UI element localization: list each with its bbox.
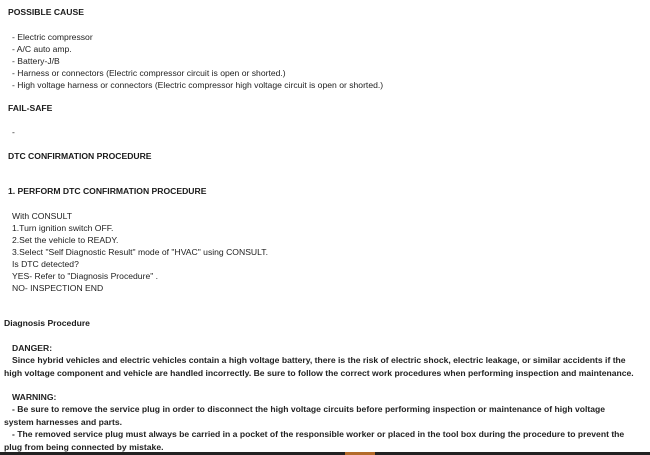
dtc-confirmation-heading: DTC CONFIRMATION PROCEDURE [8, 151, 152, 161]
possible-cause-item: - A/C auto amp. [12, 44, 72, 54]
dtc-step-heading: 1. PERFORM DTC CONFIRMATION PROCEDURE [8, 186, 207, 196]
fail-safe-value: - [12, 127, 15, 137]
dtc-step-line: 2.Set the vehicle to READY. [12, 235, 119, 245]
warning-item: - The removed service plug must always be carried in a pocket of the responsible worker or placed in the tool box during the procedure to prevent the plug from being connected by mistake. [4, 429, 625, 452]
possible-cause-item: - Electric compressor [12, 32, 93, 42]
dtc-step-line: 3.Select "Self Diagnostic Result" mode of "HVAC" using CONSULT. [12, 247, 268, 257]
danger-text: Since hybrid vehicles and electric vehicles contain a high voltage battery, there is the risk of electric shock, electric leakage, or similar accidents if the high voltage component and vehicle are handled incorrectly. Be sure to follow the correct work procedures when performing inspection and maintenance. [4, 355, 634, 378]
diagnosis-heading: Diagnosis Procedure [4, 318, 90, 328]
possible-cause-heading: POSSIBLE CAUSE [8, 7, 84, 17]
dtc-step-line: Is DTC detected? [12, 259, 79, 269]
warning-item: - Be sure to remove the service plug in order to disconnect the high voltage circuits before performing inspection or maintenance of high voltage system harnesses and parts. [4, 404, 606, 427]
possible-cause-item: - Battery-J/B [12, 56, 60, 66]
dtc-step-line: With CONSULT [12, 211, 73, 221]
possible-cause-item: - Harness or connectors (Electric compressor circuit is open or shorted.) [12, 68, 286, 78]
warning-label: WARNING: [12, 392, 57, 402]
possible-cause-item: - High voltage harness or connectors (Electric compressor high voltage circuit is open or shorted.) [12, 80, 384, 90]
fail-safe-heading: FAIL-SAFE [8, 103, 53, 113]
danger-label: DANGER: [12, 343, 53, 353]
dtc-step-line: YES- Refer to "Diagnosis Procedure" . [12, 271, 159, 281]
dtc-step-line: 1.Turn ignition switch OFF. [12, 223, 114, 233]
dtc-step-line: NO- INSPECTION END [12, 283, 104, 293]
